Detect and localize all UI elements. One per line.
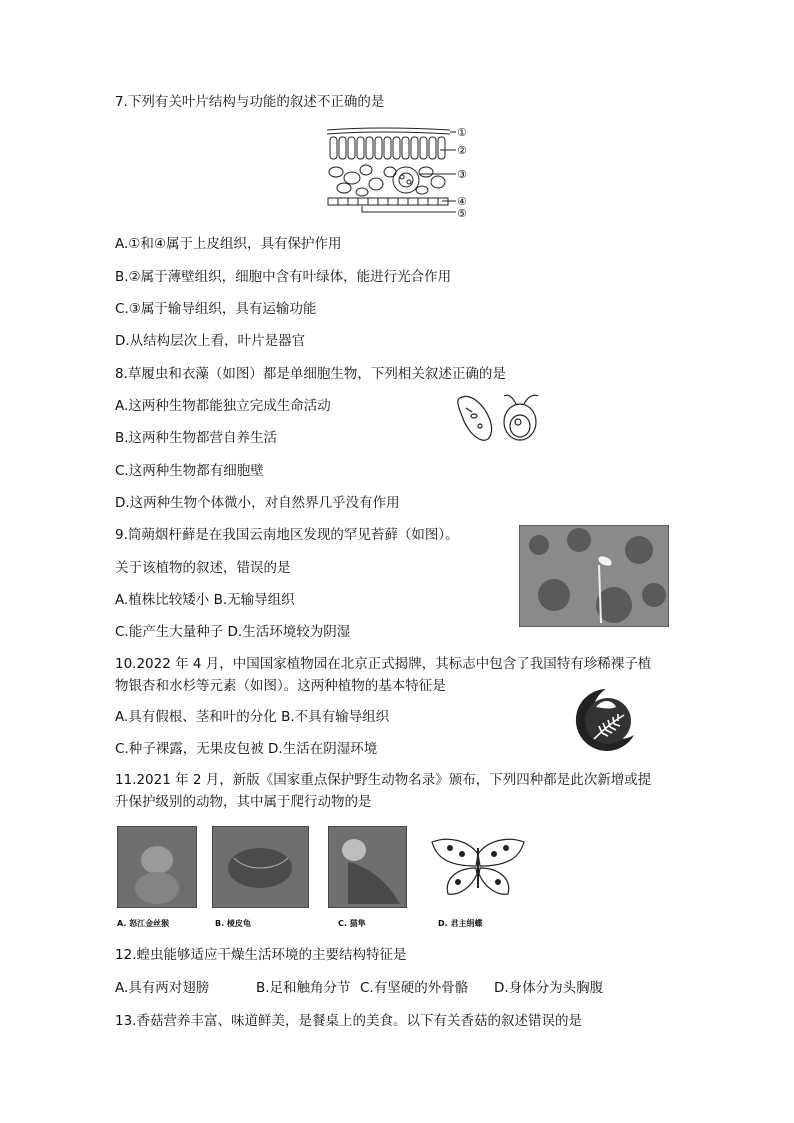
label-2: ② [457, 144, 467, 157]
q8-option-c: C.这两种生物都有细胞壁 [115, 463, 264, 479]
q7-option-b: B.②属于薄壁组织，细胞中含有叶绿体，能进行光合作用 [115, 269, 452, 285]
q11-stem: 11.2021 年 2 月，新版《国家重点保护野生动物名录》颁布，下列四种都是此次新增或提 [115, 772, 652, 788]
q10-option-ab: A.具有假根、茎和叶的分化 B.不具有输导组织 [115, 709, 390, 725]
caption-b: B. 棱皮龟 [215, 919, 251, 928]
leaf-cross-section-figure [322, 124, 472, 220]
spongy-cells [329, 165, 445, 196]
golden-monkey-photo [117, 826, 197, 908]
palisade-cells [330, 137, 445, 159]
leatherback-turtle-photo [212, 826, 309, 908]
label-5: ⑤ [457, 207, 467, 220]
q12-option-a: A.具有两对翅膀 [115, 980, 210, 996]
q8-option-a: A.这两种生物都能独立完成生命活动 [115, 398, 331, 414]
q8-stem: 8.草履虫和衣藻（如图）都是单细胞生物，下列相关叙述正确的是 [115, 366, 506, 382]
falcon-photo [328, 826, 407, 908]
label-1: ① [457, 126, 467, 139]
chlamydomonas-drawing [504, 395, 538, 440]
paramecium-drawing [458, 396, 492, 440]
q11-stem-2: 升保护级别的动物，其中属于爬行动物的是 [115, 794, 372, 810]
q10-stem: 10.2022 年 4 月，中国国家植物园在北京正式揭牌，其标志中包含了我国特有珍稀裸子植 [115, 656, 652, 672]
q13-stem: 13.香菇营养丰富、味道鲜美，是餐桌上的美食。以下有关香菇的叙述错误的是 [115, 1013, 582, 1029]
q7-option-a: A.①和④属于上皮组织，具有保护作用 [115, 236, 342, 252]
paramecium-chlamydomonas-figure [452, 390, 548, 446]
caption-d: D. 君主绢蝶 [438, 919, 483, 928]
q7-option-d: D.从结构层次上看，叶片是器官 [115, 333, 306, 349]
national-botanical-garden-logo [572, 685, 640, 755]
q7-option-c: C.③属于输导组织，具有运输功能 [115, 301, 317, 317]
q8-option-d: D.这两种生物个体微小，对自然界几乎没有作用 [115, 495, 400, 511]
label-3: ③ [457, 168, 467, 181]
q9-stem: 9.筒蒴烟杆藓是在我国云南地区发现的罕见苔藓（如图）。 [115, 527, 459, 543]
q8-option-b: B.这两种生物都营自养生活 [115, 430, 278, 446]
q9-stem-2: 关于该植物的叙述，错误的是 [115, 560, 291, 576]
q10-stem-2: 物银杏和水杉等元素（如图）。这两种植物的基本特征是 [115, 678, 446, 694]
moss-photo [519, 525, 669, 627]
q12-option-d: D.身体分为头胸腹 [494, 980, 604, 996]
q12-option-c: C.有坚硬的外骨骼 [360, 980, 469, 996]
q9-option-ab: A.植株比较矮小 B.无输导组织 [115, 592, 295, 608]
caption-a: A. 怒江金丝猴 [117, 919, 170, 928]
q12-stem: 12.蝗虫能够适应干燥生活环境的主要结构特征是 [115, 947, 407, 963]
caption-c: C. 猫隼 [338, 919, 366, 928]
q12-option-b: B.足和触角分节 [256, 980, 351, 996]
butterfly-drawing [428, 834, 528, 900]
label-4: ④ [457, 195, 467, 208]
lower-epidermis [328, 198, 448, 205]
q9-option-cd: C.能产生大量种子 D.生活环境较为阴湿 [115, 624, 351, 640]
q7-stem: 7.下列有关叶片结构与功能的叙述不正确的是 [115, 94, 385, 110]
q10-option-cd: C.种子裸露，无果皮包被 D.生活在阴湿环境 [115, 741, 378, 757]
vein-bundle [393, 167, 419, 193]
